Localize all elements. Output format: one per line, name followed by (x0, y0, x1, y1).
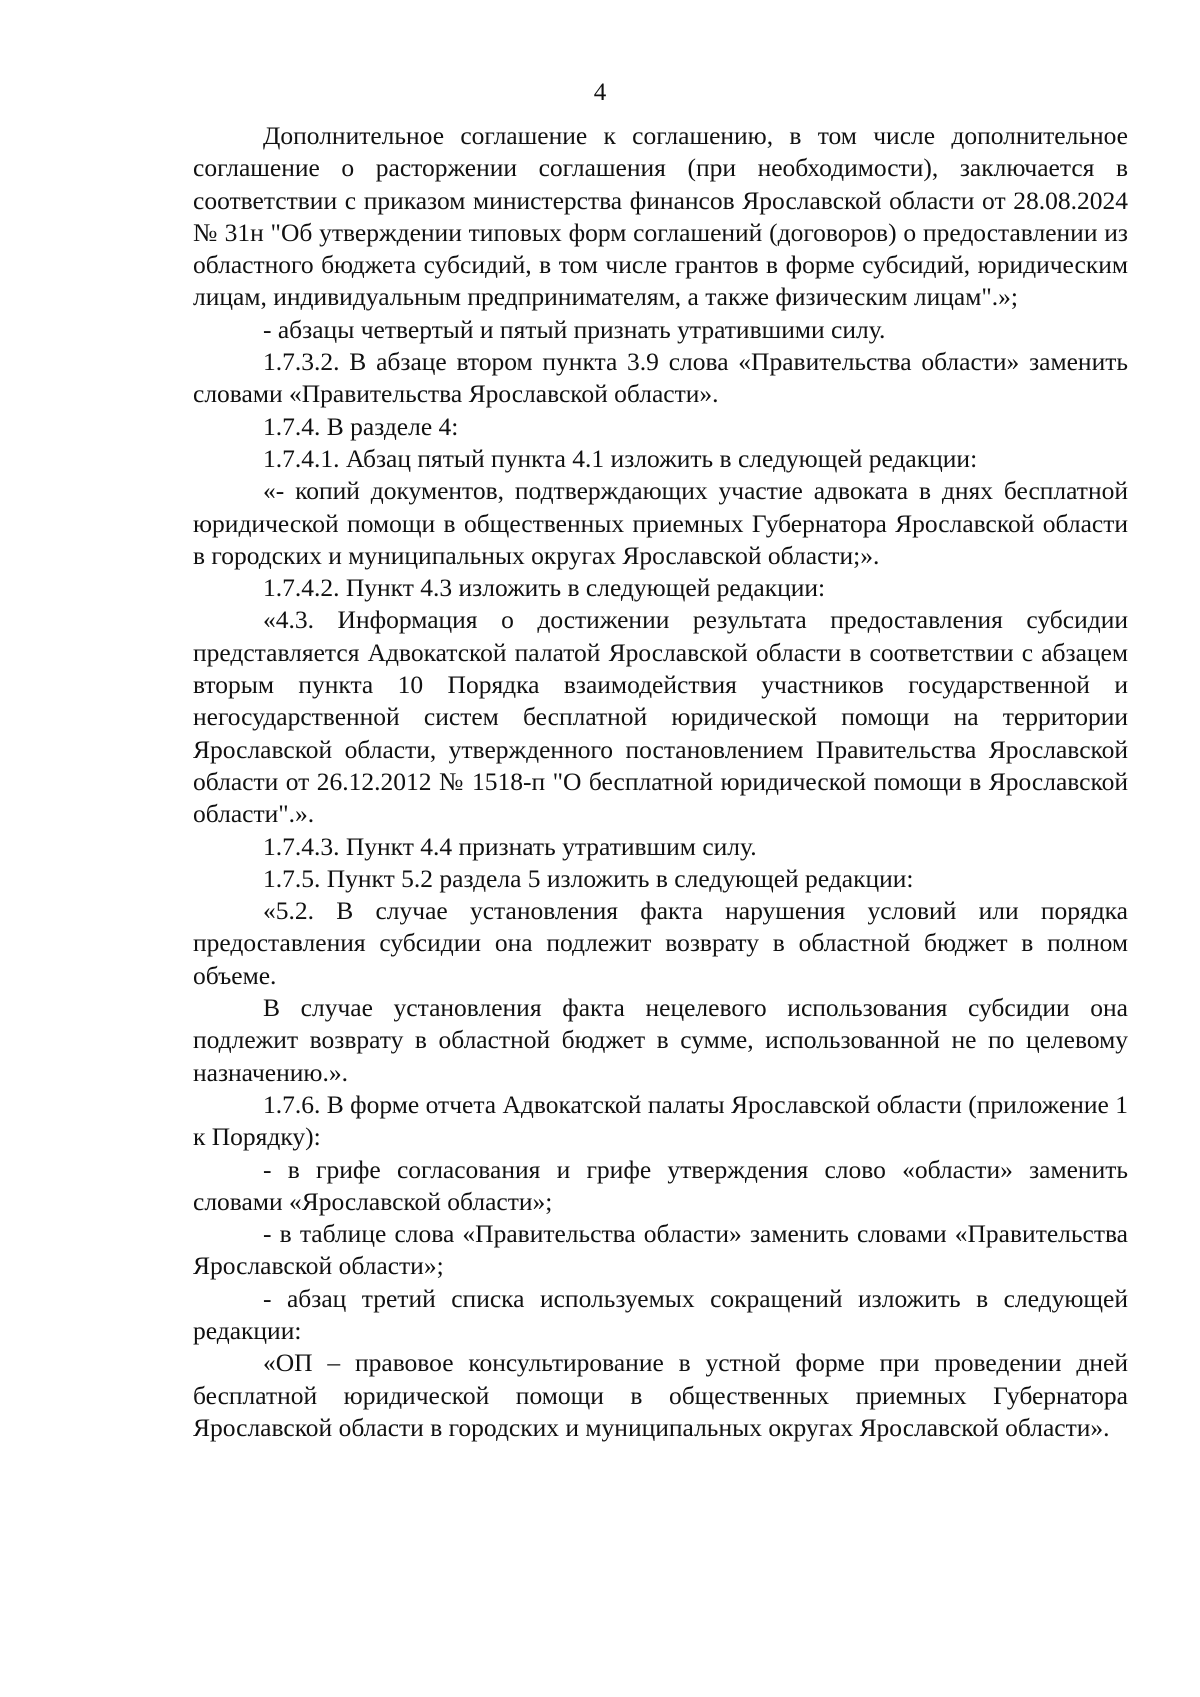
paragraph: - абзац третий списка используемых сокращений изложить в следующей редакции: (193, 1283, 1128, 1345)
paragraph: «ОП – правовое консультирование в устной форме при проведении дней бесплатной юридической помощи в общественных приемных Губернатора Ярославской области в городских и муниципальных округах Ярославской области». (193, 1348, 1128, 1442)
paragraph: - абзацы четвертый и пятый признать утратившими силу. (263, 314, 886, 344)
document-body (193, 120, 1128, 1444)
paragraph: 1.7.4.2. Пункт 4.3 изложить в следующей редакции: (263, 573, 826, 603)
paragraph: «5.2. В случае установления факта нарушения условий или порядка предоставления субсидии она подлежит возврату в областной бюджет в полном объеме. (193, 896, 1128, 990)
paragraph: 1.7.5. Пункт 5.2 раздела 5 изложить в следующей редакции: (263, 863, 914, 893)
paragraph: «- копий документов, подтверждающих участие адвоката в днях бесплатной юридической помощи в общественных приемных Губернатора Ярославской области в городских и муниципальных округах Ярославской области;». (193, 476, 1128, 570)
paragraph: Дополнительное соглашение к соглашению, в том числе дополнительное соглашение о расторжении соглашения (при необходимости), заключается в соответствии с приказом министерства финансов Ярославской области от 28.08.2024 № 31н "Об утверждении типовых форм соглашений (договоров) о предоставлении из областного бюджета субсидий, в том числе грантов в форме субсидий, юридическим лицам, индивидуальным предпринимателям, а также физическим лицам".»; (193, 121, 1128, 312)
paragraph: - в таблице слова «Правительства области» заменить словами «Правительства Ярославской области»; (193, 1219, 1128, 1281)
paragraph: - в грифе согласования и грифе утверждения слово «области» заменить словами «Ярославской области»; (193, 1154, 1128, 1216)
paragraph: 1.7.4. В разделе 4: (263, 411, 459, 441)
paragraph: «4.3. Информация о достижении результата предоставления субсидии представляется Адвокатской палатой Ярославской области в соответствии с абзацем вторым пункта 10 Порядка взаимодействия участников государственной и негосударственной систем бесплатной юридической помощи на территории Ярославской области, утвержденного постановлением Правительства Ярославской области от 26.12.2012 № 1518-п "О бесплатной юридической помощи в Ярославской области".». (193, 605, 1128, 829)
page-number: 4 (593, 79, 607, 106)
paragraph: 1.7.3.2. В абзаце втором пункта 3.9 слова «Правительства области» заменить словами «Правительства Ярославской области». (193, 347, 1128, 409)
paragraph: 1.7.4.3. Пункт 4.4 признать утратившим силу. (263, 831, 757, 861)
paragraph: 1.7.4.1. Абзац пятый пункта 4.1 изложить в следующей редакции: (263, 443, 978, 473)
paragraph: 1.7.6. В форме отчета Адвокатской палаты Ярославской области (приложение 1 к Порядку): (193, 1089, 1128, 1152)
paragraph: В случае установления факта нецелевого использования субсидии она подлежит возврату в областной бюджет в сумме, использованной не по целевому назначению.». (193, 993, 1128, 1087)
